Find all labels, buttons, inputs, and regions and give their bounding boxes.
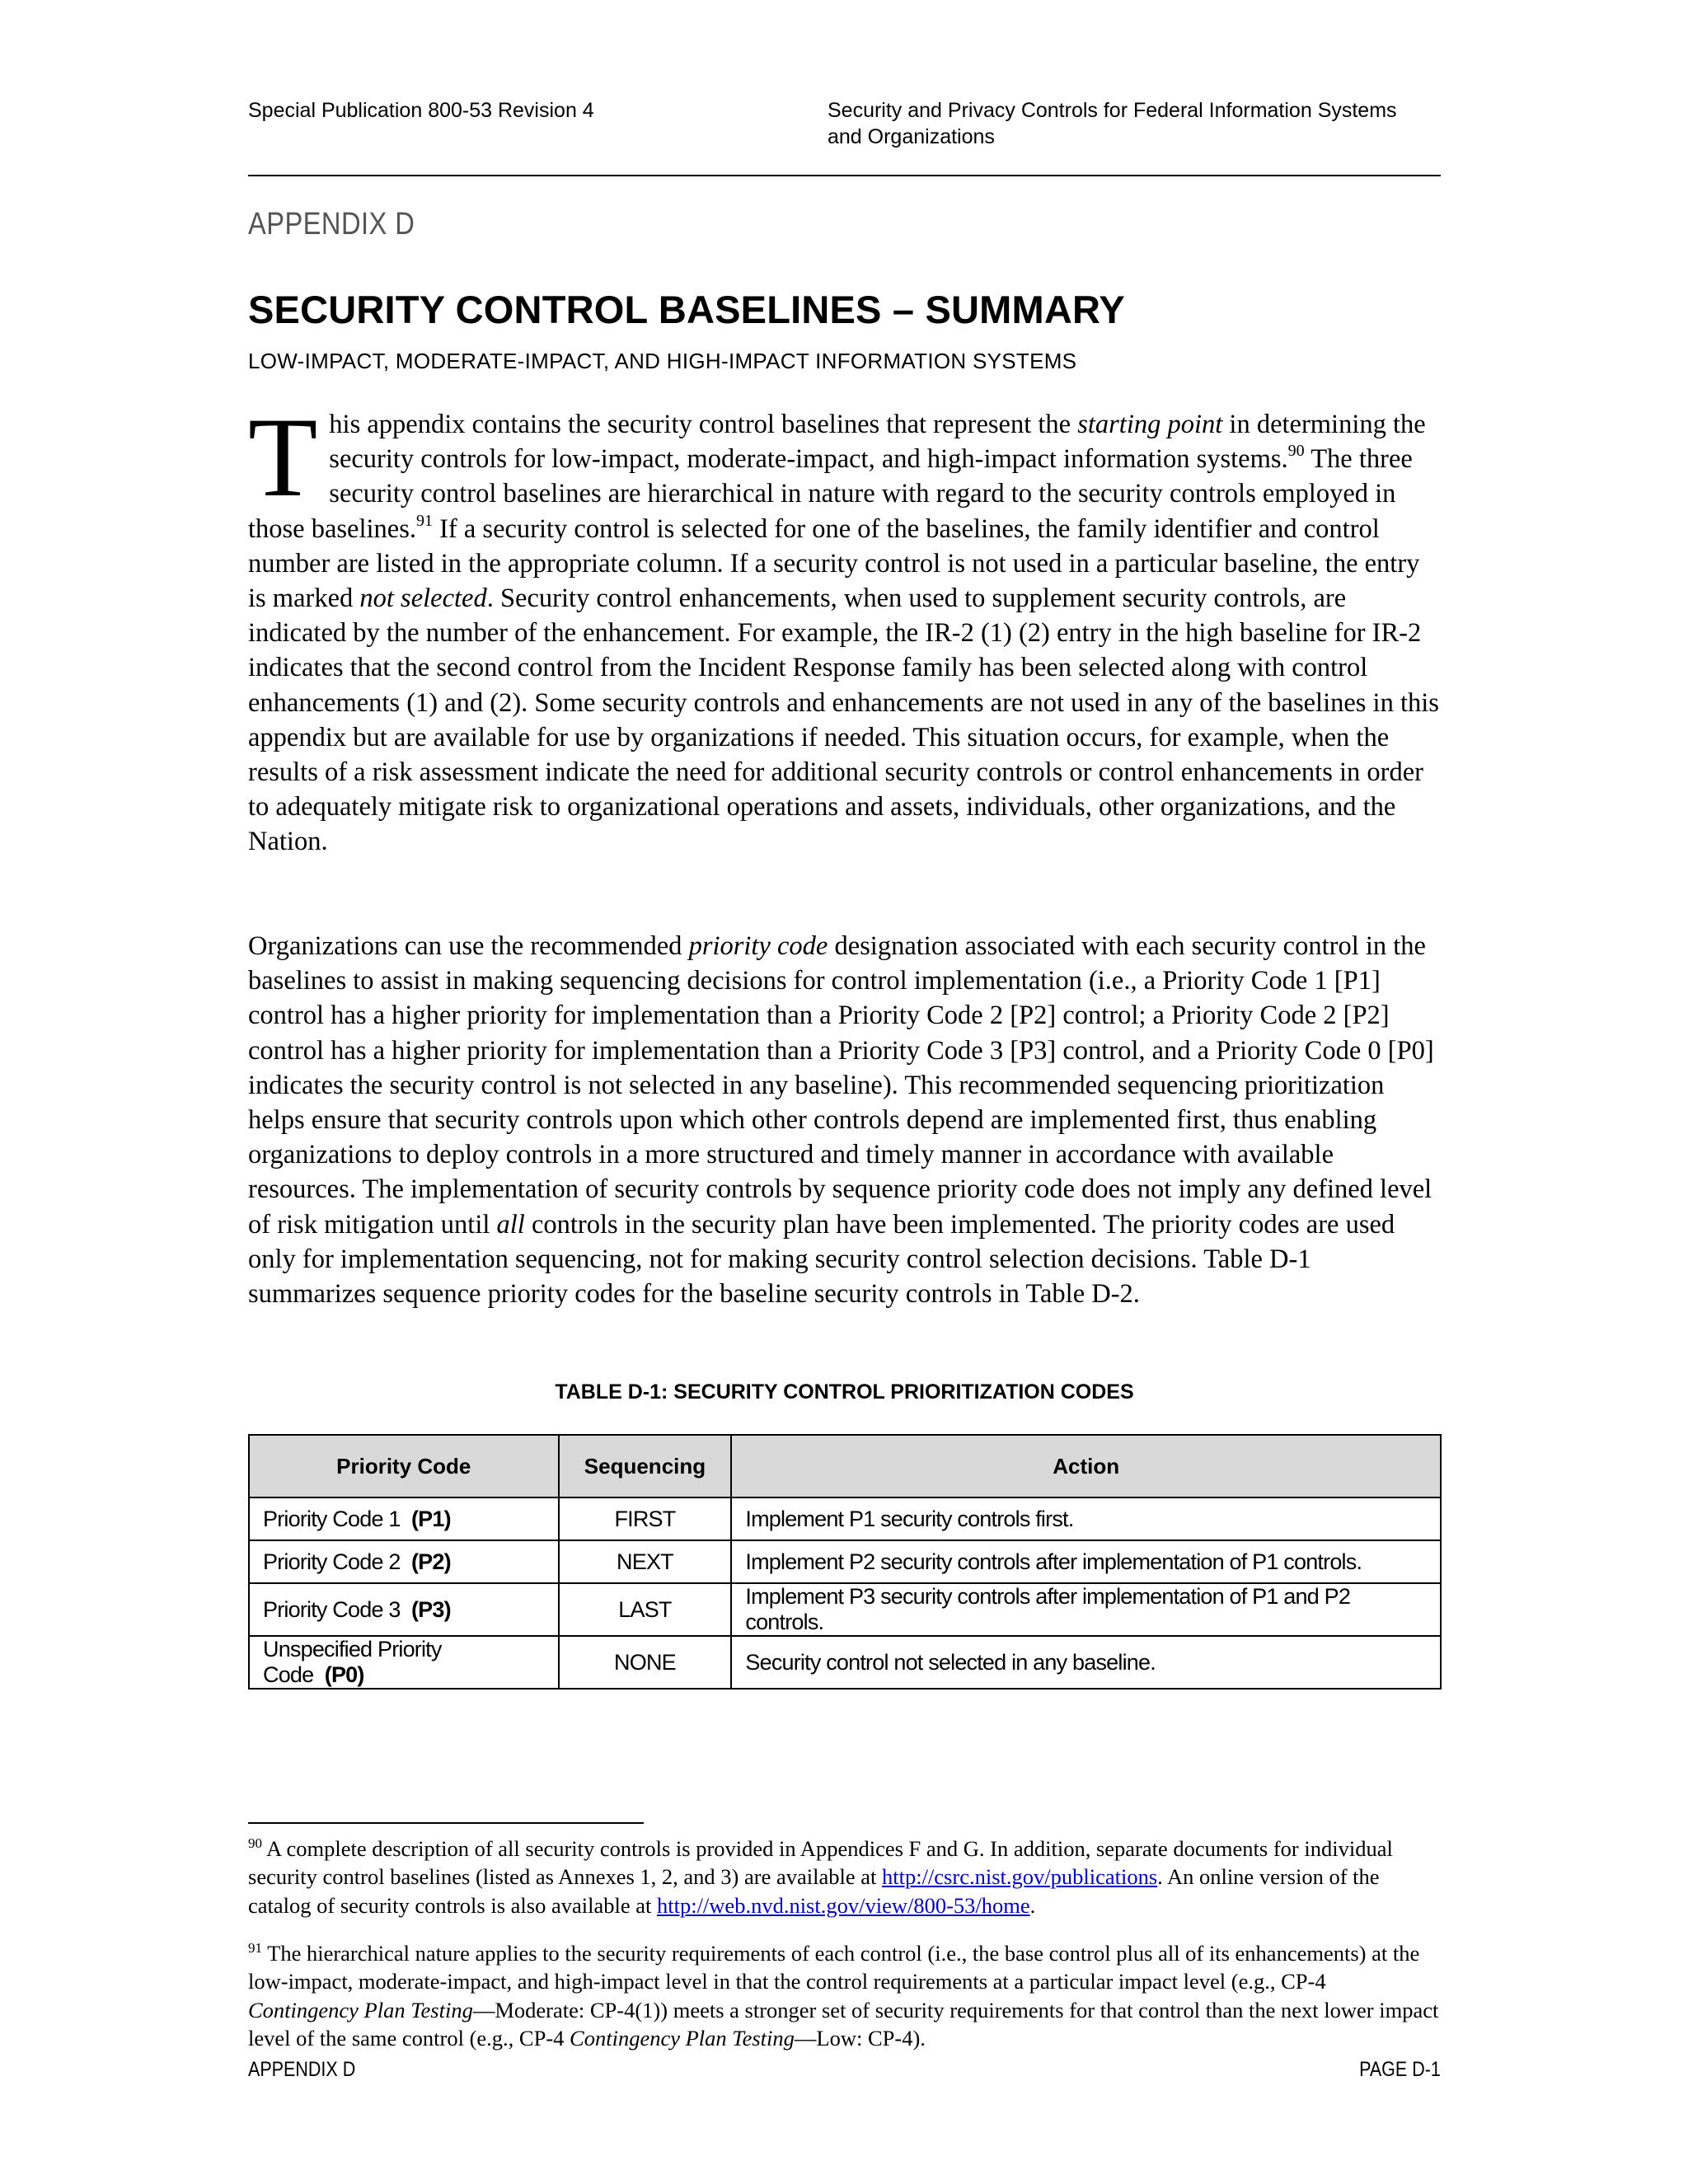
sequencing-cell: NEXT	[559, 1540, 732, 1583]
emphasis-all: all	[496, 1209, 525, 1240]
table-header-row	[249, 1435, 1441, 1497]
table-row	[249, 1540, 1441, 1583]
footnote-number: 90	[248, 1835, 262, 1851]
priority-code-cell: Priority Code 2 (P2)	[249, 1540, 559, 1583]
page-number: PAGE D-1	[1359, 2058, 1441, 2081]
link-csrc-publications[interactable]: http://csrc.nist.gov/publications	[881, 1864, 1158, 1890]
priority-paragraph: Organizations can use the recommended priority code designation associated with each security control in the baselines to assist in making sequencing decisions for control implementation (i.e., a Priority Code 1 [P1] control has a higher priority for implementation than a Priority Code 2 [P2] control; a Priority Code 2 [P2] control has a higher priority for implementation than a Priority Code 3 [P3] control, and a Priority Code 0 [P0] indicates the security control is not selected in any baseline). This recommended sequencing prioritization helps ensure that security controls upon which other controls depend are implemented first, thus enabling organizations to deploy controls in a more structured and timely manner in accordance with available resources. The implementation of security controls by sequence priority code does not imply any defined level of risk mitigation until all controls in the security plan have been implemented. The priority codes are used only for implementation sequencing, not for making security control selection decisions. Table D-1 summarizes sequence priority codes for the baseline security controls in Table D-2.	[248, 931, 1434, 1310]
footnote-91: $^{91}$ The hierarchical nature applies to the security requirements of each control (i.e., the base control plus all of its enhancements) at the low-impact, moderate-impact, and high-impact level in that the control requirements at a particular impact level (e.g., CP-4 Contingency Plan Testing—Moderate: CP-4(1)) meets a stronger set of security requirements for that control than the next lower impact level of the same control (e.g., CP-4 Contingency Plan Testing—Low: CP-4).	[248, 1940, 1439, 2050]
page-subtitle: LOW-IMPACT, MODERATE-IMPACT, AND HIGH-IMPACT INFORMATION SYSTEMS	[248, 349, 1077, 373]
emphasis-priority-code: priority code	[688, 931, 828, 961]
table-row	[249, 1583, 1441, 1636]
header-publication: Special Publication 800-53 Revision 4	[248, 99, 594, 122]
emphasis-starting-point: starting point	[1077, 410, 1223, 439]
table-row	[249, 1636, 1441, 1689]
priority-code-cell: Priority Code 1 (P1)	[249, 1497, 559, 1540]
header-doc-title-line1: Security and Privacy Controls for Federal Information Systems	[828, 99, 1397, 122]
drop-cap: T	[248, 394, 318, 520]
link-nvd-800-53[interactable]: http://web.nvd.nist.gov/view/800-53/home	[656, 1892, 1030, 1918]
emphasis-not-selected: not selected	[359, 583, 487, 614]
footer-appendix-label: APPENDIX D	[248, 2058, 356, 2081]
header-doc-title	[828, 97, 1441, 150]
running-header	[248, 97, 1441, 155]
table-caption: TABLE D-1: SECURITY CONTROL PRIORITIZATION CODES	[555, 1380, 1134, 1404]
prioritization-codes-table	[248, 1434, 1442, 1690]
column-header-sequencing: Sequencing	[559, 1435, 732, 1497]
footnote-ref-91[interactable]: 91	[415, 511, 433, 530]
document-page	[248, 97, 1441, 2050]
priority-code-cell: Unspecified Priority Code (P0)	[249, 1636, 559, 1689]
footnote-number: 91	[248, 1940, 262, 1956]
footnote-ref-90[interactable]: 90	[1287, 442, 1305, 461]
action-cell: Security control not selected in any baseline.	[731, 1636, 1441, 1689]
footnote-90: $^{90}$ A complete description of all security controls is provided in Appendices F and G. In addition, separate documents for individual security control baselines (listed as Annexes 1, 2, and 3) are available at http://csrc.nist.gov/publications. An online version of the catalog of security controls is also available at http://web.nvd.nist.gov/view/800-53/home.	[248, 1835, 1393, 1918]
sequencing-cell: LAST	[559, 1583, 732, 1636]
column-header-action: Action	[731, 1435, 1441, 1497]
action-cell: Implement P3 security controls after implementation of P1 and P2 controls.	[731, 1583, 1441, 1636]
column-header-priority-code: Priority Code	[249, 1435, 559, 1497]
intro-paragraph: This appendix contains the security control baselines that represent the starting point in determining the security controls for low-impact, moderate-impact, and high-impact information systems.$^{90}$ The three security control baselines are hierarchical in nature with regard to the security controls employed in those baselines.$^{91}$ If a security control is selected for one of the baselines, the family identifier and control number are listed in the appropriate column. If a security control is not used in a particular baseline, the entry is marked not selected. Security control enhancements, when used to supplement security controls, are indicated by the number of the enhancement. For example, the IR-2 (1) (2) entry in the high baseline for IR-2 indicates that the second control from the Incident Response family has been selected along with control enhancements (1) and (2). Some security controls and enhancements are not used in any of the baselines in this appendix but are available for use by organizations if needed. This situation occurs, for example, when the results of a risk assessment indicate the need for additional security controls or control enhancements in order to adequately mitigate risk to organizational operations and assets, individuals, other organizations, and the Nation.	[248, 394, 1439, 857]
appendix-label: APPENDIX D	[248, 207, 415, 241]
footnote-divider	[248, 1822, 644, 1824]
priority-code-cell: Priority Code 3 (P3)	[249, 1583, 559, 1636]
header-divider	[248, 175, 1441, 176]
action-cell: Implement P1 security controls first.	[731, 1497, 1441, 1540]
sequencing-cell: NONE	[559, 1636, 732, 1689]
header-doc-title-line2: and Organizations	[828, 125, 995, 148]
action-cell: Implement P2 security controls after implementation of P1 controls.	[731, 1540, 1441, 1583]
sequencing-cell: FIRST	[559, 1497, 732, 1540]
table-row	[249, 1497, 1441, 1540]
page-title: SECURITY CONTROL BASELINES – SUMMARY	[248, 288, 1125, 331]
